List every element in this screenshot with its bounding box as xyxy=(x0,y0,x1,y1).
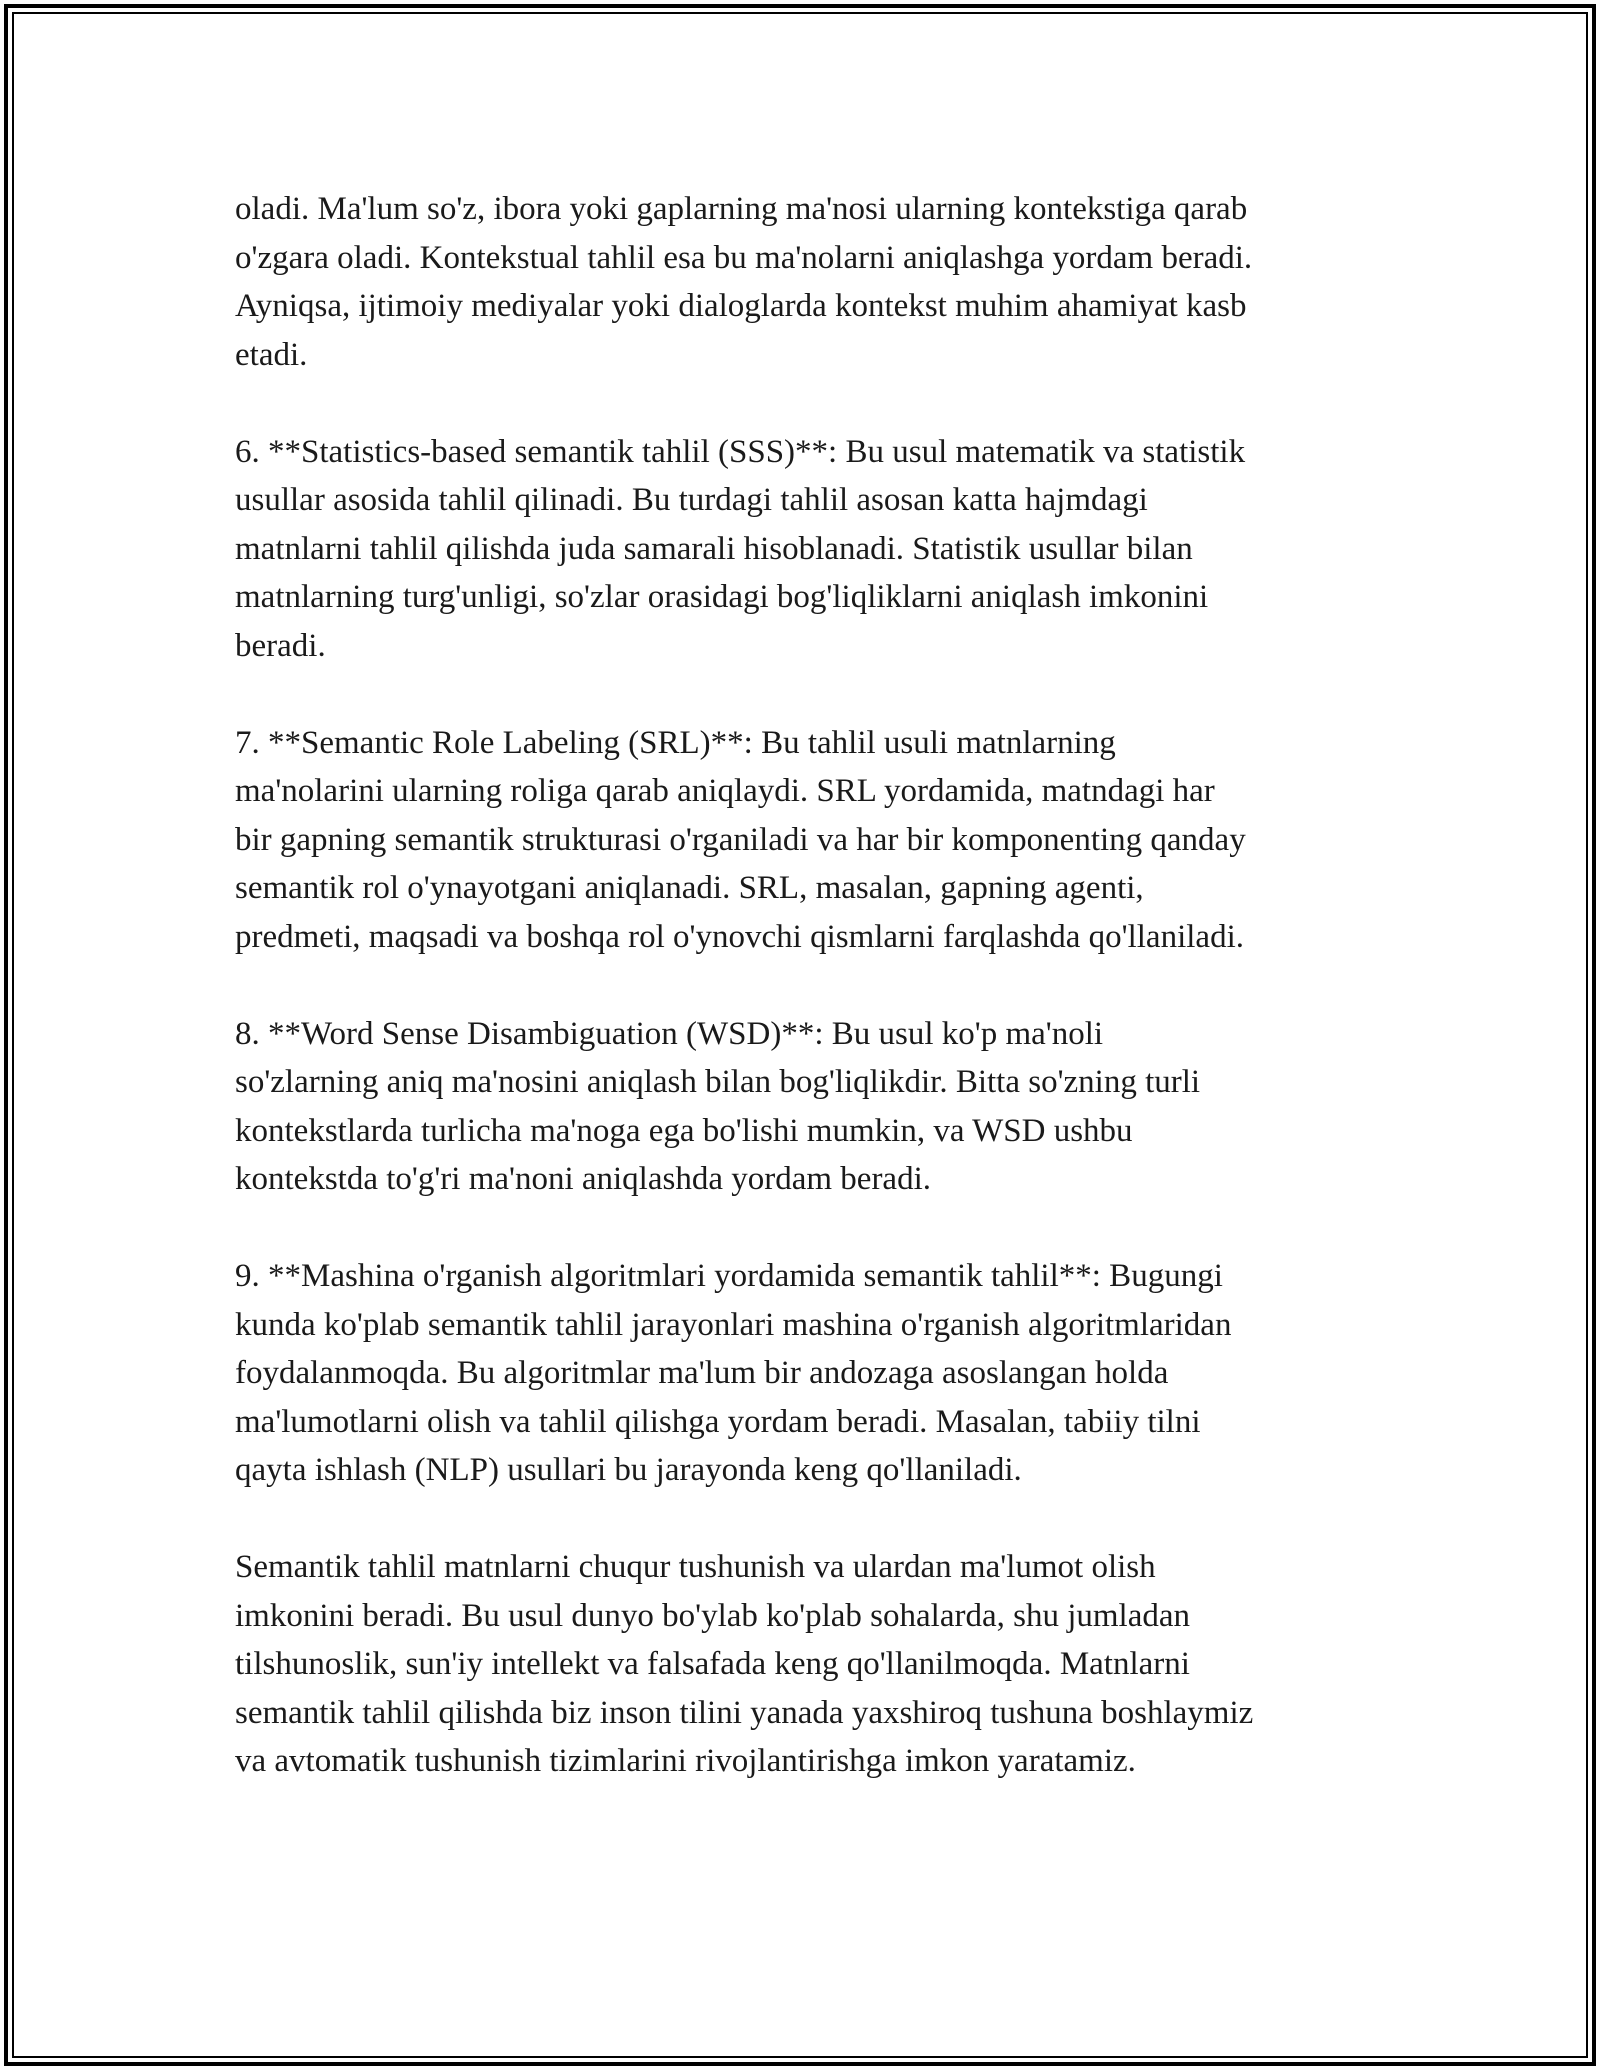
text-line: 6. **Statistics-based semantik tahlil (SSS)**: Bu usul matematik va statistik xyxy=(235,433,1246,470)
text-line: va avtomatik tushunish tizimlarini rivojlantirishga imkon yaratamiz. xyxy=(235,1743,1136,1779)
text-line: 9. **Mashina o'rganish algoritmlari yordamida semantik tahlil**: Bugungi xyxy=(235,1258,1223,1294)
paragraph-item-7-srl xyxy=(235,719,1375,962)
text-line: imkonini beradi. Bu usul dunyo bo'ylab ko'plab sohalarda, shu jumladan xyxy=(235,1597,1191,1634)
text-line: usullar asosida tahlil qilinadi. Bu turdagi tahlil asosan katta hajmdagi xyxy=(235,482,1148,518)
text-line: matnlarni tahlil qilishda juda samarali hisoblanadi. Statistik usullar bilan xyxy=(235,530,1193,567)
document-body xyxy=(235,185,1375,1834)
text-line: Ayniqsa, ijtimoiy mediyalar yoki dialoglarda kontekst muhim ahamiyat kasb xyxy=(235,288,1247,324)
text-line: kontekstlarda turlicha ma'noga ega bo'lishi mumkin, va WSD ushbu xyxy=(235,1112,1133,1149)
text-line: kunda ko'plab semantik tahlil jarayonlari mashina o'rganish algoritmlaridan xyxy=(235,1306,1232,1343)
text-line: predmeti, maqsadi va boshqa rol o'ynovchi qismlarni farqlashda qo'llaniladi. xyxy=(235,918,1244,955)
paragraph-context-continuation xyxy=(235,185,1375,379)
text-line: oladi. Ma'lum so'z, ibora yoki gaplarning ma'nosi ularning kontekstiga qarab xyxy=(235,191,1248,227)
paragraph-item-6-sss xyxy=(235,428,1375,671)
text-line: ma'lumotlarni olish va tahlil qilishga yordam beradi. Masalan, tabiiy tilni xyxy=(235,1403,1201,1440)
text-line: so'zlarning aniq ma'nosini aniqlash bilan bog'liqlikdir. Bitta so'zning turli xyxy=(235,1064,1201,1100)
text-line: Semantik tahlil matnlarni chuqur tushunish va ulardan ma'lumot olish xyxy=(235,1549,1156,1585)
text-line: etadi. xyxy=(235,336,308,373)
text-line: 8. **Word Sense Disambiguation (WSD)**: Bu usul ko'p ma'noli xyxy=(235,1015,1104,1052)
text-line: matnlarning turg'unligi, so'zlar orasidagi bog'liqliklarni aniqlash imkonini xyxy=(235,579,1209,615)
text-line: bir gapning semantik strukturasi o'rganiladi va har bir komponenting qanday xyxy=(235,821,1246,858)
text-line: qayta ishlash (NLP) usullari bu jarayonda keng qo'llaniladi. xyxy=(235,1452,1022,1488)
text-line: beradi. xyxy=(235,627,326,664)
text-line: 7. **Semantic Role Labeling (SRL)**: Bu tahlil usuli matnlarning xyxy=(235,724,1116,761)
text-line: semantik rol o'ynayotgani aniqlanadi. SRL, masalan, gapning agenti, xyxy=(235,870,1144,906)
paragraph-item-8-wsd xyxy=(235,1010,1375,1204)
text-line: tilshunoslik, sun'iy intellekt va falsafada keng qo'llanilmoqda. Matnlarni xyxy=(235,1646,1190,1682)
paragraph-item-9-ml xyxy=(235,1252,1375,1495)
paragraph-conclusion xyxy=(235,1543,1375,1786)
text-line: semantik tahlil qilishda biz inson tilini yanada yaxshiroq tushuna boshlaymiz xyxy=(235,1694,1254,1731)
text-line: foydalanmoqda. Bu algoritmlar ma'lum bir andozaga asoslangan holda xyxy=(235,1355,1169,1391)
text-line: o'zgara oladi. Kontekstual tahlil esa bu ma'nolarni aniqlashga yordam beradi. xyxy=(235,239,1253,276)
text-line: kontekstda to'g'ri ma'noni aniqlashda yordam beradi. xyxy=(235,1161,931,1197)
text-line: ma'nolarini ularning roliga qarab aniqlaydi. SRL yordamida, matndagi har xyxy=(235,773,1215,809)
